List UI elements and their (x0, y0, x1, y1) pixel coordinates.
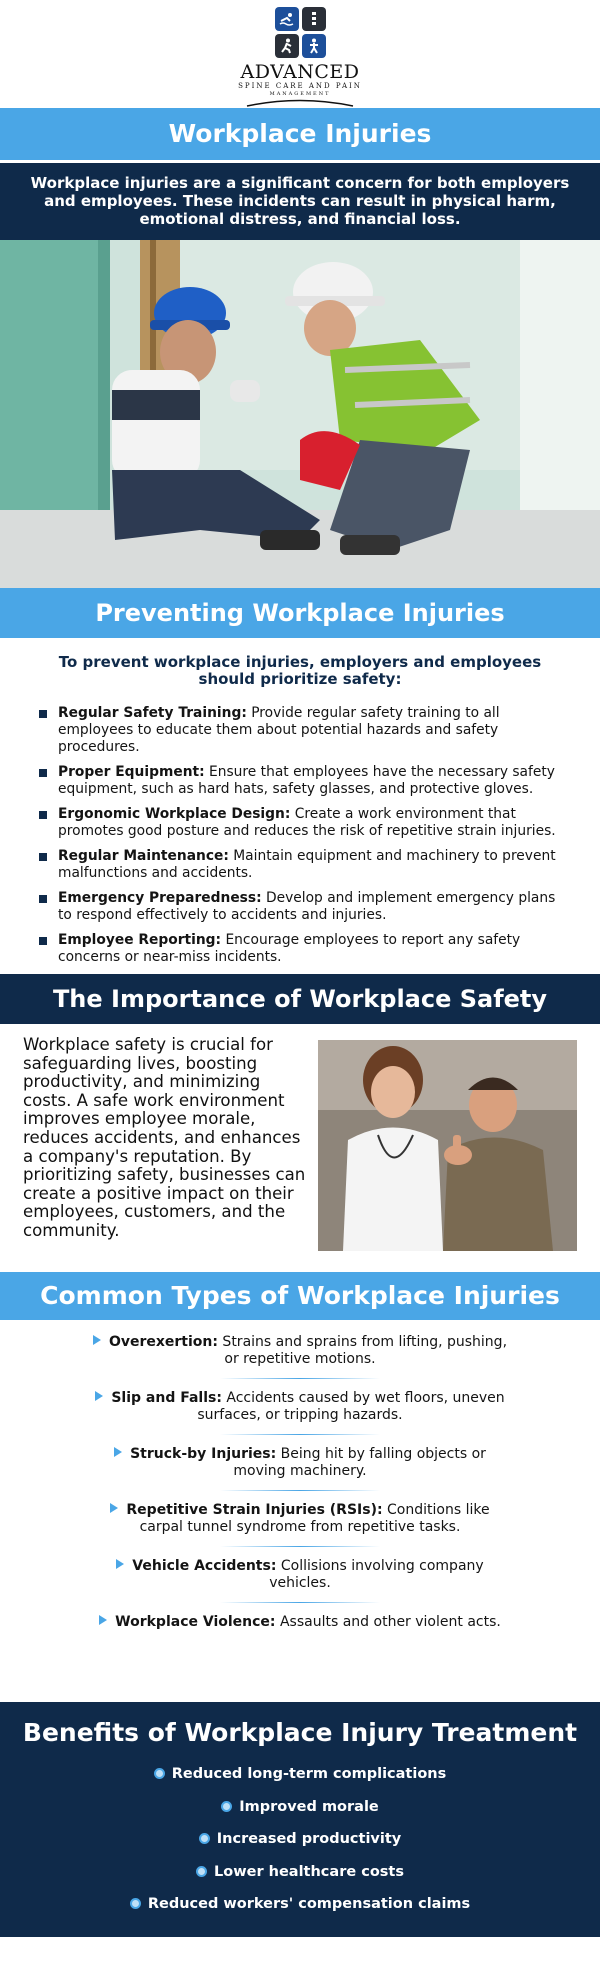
item-text: Provide regular safety training to all employees to educate them about potential hazards and safety procedures. (58, 705, 500, 755)
square-bullet-icon (39, 895, 47, 903)
list-item (38, 890, 564, 924)
arrow-bullet-icon (110, 1503, 118, 1513)
item-term: Emergency Preparedness: (58, 890, 262, 906)
benefits-section (0, 1702, 600, 1937)
arrow-bullet-icon (99, 1615, 107, 1625)
divider (220, 1434, 380, 1435)
intro-text: Workplace injuries are a significant concern for both employers and employees. These incidents can result in physical harm, emotional distress, and financial loss. (0, 163, 600, 240)
list-item (38, 932, 564, 966)
circle-bullet-icon (154, 1768, 165, 1779)
injured-worker-photo (0, 240, 600, 588)
item-term: Struck-by Injuries: (130, 1446, 277, 1462)
list-item (0, 1798, 600, 1816)
list-item (38, 848, 564, 882)
item-text: Collisions involving company vehicles. (269, 1558, 484, 1591)
preventing-list (0, 695, 600, 966)
list-item (0, 1446, 600, 1480)
runner-icon (275, 34, 299, 58)
divider (220, 1602, 380, 1603)
item-term: Vehicle Accidents: (132, 1558, 277, 1574)
list-item (0, 1390, 600, 1424)
logo-mark (275, 7, 326, 58)
logo-swoosh (245, 97, 355, 107)
list-item (0, 1863, 600, 1881)
injured-worker-illustration (0, 240, 600, 588)
page-title: Workplace Injuries (0, 108, 600, 160)
square-bullet-icon (39, 811, 47, 819)
section-title-preventing: Preventing Workplace Injuries (0, 588, 600, 638)
brand-logo (0, 0, 600, 108)
item-term: Workplace Violence: (115, 1614, 276, 1630)
square-bullet-icon (39, 710, 47, 718)
divider (220, 1546, 380, 1547)
importance-text: Workplace safety is crucial for safeguarding lives, boosting productivity, and minimizing costs. A safe work environment improves employee morale, reduces accidents, and enhances a company's reputation. By prioritizing safety, businesses can create a positive impact on their employees, customers, and the community. (23, 1035, 306, 1240)
item-term: Proper Equipment: (58, 764, 205, 780)
item-text: Ensure that employees have the necessary safety equipment, such as hard hats, safety glasses, and protective gloves. (58, 764, 555, 797)
section-title-importance: The Importance of Workplace Safety (0, 974, 600, 1024)
item-text: Conditions like carpal tunnel syndrome from repetitive tasks. (139, 1502, 490, 1535)
list-item (38, 705, 564, 756)
item-text: Strains and sprains from lifting, pushing, or repetitive motions. (217, 1334, 508, 1367)
arrow-bullet-icon (114, 1447, 122, 1457)
importance-section (0, 1024, 600, 1272)
item-text: Reduced workers' compensation claims (147, 1896, 471, 1913)
item-text: Increased productivity (216, 1831, 402, 1848)
brand-tagline-2: MANAGEMENT (269, 91, 331, 97)
item-text: Create a work environment that promotes good posture and reduces the risk of repetitive strain injuries. (58, 806, 556, 839)
item-text: Accidents caused by wet floors, uneven surfaces, or tripping hazards. (197, 1390, 505, 1423)
item-term: Slip and Falls: (111, 1390, 222, 1406)
item-text: Being hit by falling objects or moving machinery. (233, 1446, 486, 1479)
item-text: Maintain equipment and machinery to prevent malfunctions and accidents. (58, 848, 556, 881)
list-item (0, 1502, 600, 1536)
square-bullet-icon (39, 769, 47, 777)
section-title-benefits: Benefits of Workplace Injury Treatment (22, 1718, 578, 1747)
brand-name: ADVANCED (240, 61, 360, 83)
list-item (38, 806, 564, 840)
preventing-lead: To prevent workplace injuries, employers and employees should prioritize safety: (58, 653, 542, 688)
item-text: Develop and implement emergency plans to respond effectively to accidents and injuries. (58, 890, 556, 923)
list-item (0, 1895, 600, 1913)
athlete-icon (302, 34, 326, 58)
square-bullet-icon (39, 853, 47, 861)
doctor-patient-illustration (318, 1040, 577, 1251)
spine-icon (302, 7, 326, 31)
circle-bullet-icon (196, 1866, 207, 1877)
section-title-types: Common Types of Workplace Injuries (0, 1272, 600, 1320)
list-item (0, 1614, 600, 1631)
brand-tagline: SPINE CARE AND PAIN (238, 82, 362, 90)
item-text: Assaults and other violent acts. (275, 1614, 501, 1630)
list-item (0, 1830, 600, 1848)
list-item (0, 1558, 600, 1592)
circle-bullet-icon (199, 1833, 210, 1844)
arrow-bullet-icon (116, 1559, 124, 1569)
circle-bullet-icon (130, 1898, 141, 1909)
arrow-bullet-icon (93, 1335, 101, 1345)
arrow-bullet-icon (95, 1391, 103, 1401)
list-item (0, 1334, 600, 1368)
item-term: Overexertion: (108, 1334, 218, 1350)
item-term: Employee Reporting: (58, 932, 222, 948)
item-text: Improved morale (239, 1798, 379, 1815)
item-text: Reduced long-term complications (171, 1766, 447, 1782)
list-item (38, 764, 564, 798)
item-term: Regular Safety Training: (58, 705, 247, 721)
item-term: Repetitive Strain Injuries (RSIs): (126, 1502, 383, 1518)
item-term: Regular Maintenance: (58, 848, 229, 864)
item-text: Lower healthcare costs (214, 1863, 404, 1880)
list-item (0, 1765, 600, 1783)
circle-bullet-icon (221, 1801, 232, 1812)
item-text: Encourage employees to report any safety concerns or near-miss incidents. (58, 932, 521, 965)
divider (220, 1378, 380, 1379)
divider (220, 1490, 380, 1491)
swimmer-icon (275, 7, 299, 31)
types-list (0, 1320, 600, 1702)
item-term: Ergonomic Workplace Design: (58, 806, 291, 822)
square-bullet-icon (39, 937, 47, 945)
doctor-and-patient-photo (318, 1040, 577, 1251)
